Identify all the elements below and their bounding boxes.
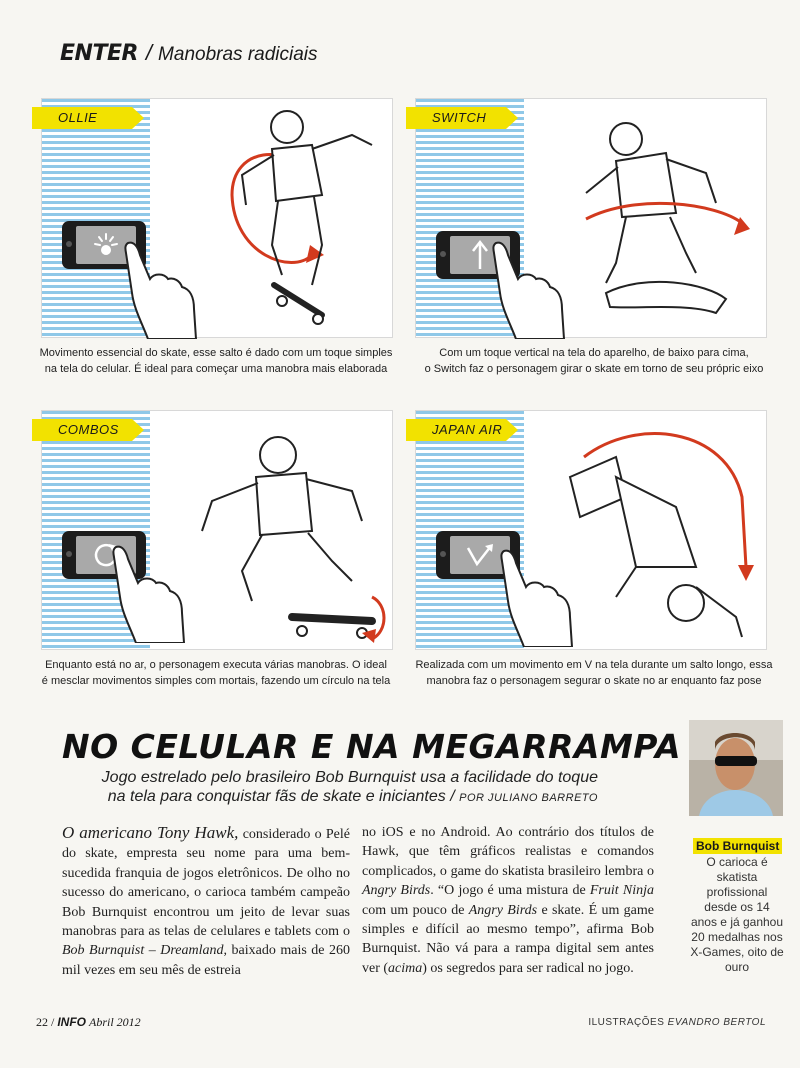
skater-illustration bbox=[556, 417, 766, 647]
deck-line: na tela para conquistar fãs de skate e iniciantes / POR JULIANO BARRETO bbox=[107, 788, 598, 805]
finger-icon bbox=[108, 543, 188, 643]
panel-caption bbox=[414, 345, 774, 377]
body-column-2: no iOS e no Android. Ao contrário dos títulos de Hawk, que têm gráficos realistas e comandos complicados, o game do skatista brasileiro lembra o Angry Birds. “O jogo é uma mistura de Fruit Ninja com um pouco de Angry Birds e skate. É um game simples e difícil ao mesmo tempo”, afirma Bob Burnquist. Não vá para a rampa digital sem antes ver (acima) os segredos para ser radical no jogo. bbox=[362, 825, 654, 976]
v-gesture-icon bbox=[465, 542, 495, 568]
caption-line: Com um toque vertical na tela do aparelho, de baixo para cima, bbox=[439, 347, 749, 359]
caption-line: Enquanto está no ar, o personagem executa várias manobras. O ideal bbox=[45, 659, 387, 671]
skater-illustration bbox=[566, 113, 766, 333]
arrow-up-icon bbox=[470, 239, 490, 271]
panel-ollie bbox=[41, 98, 393, 338]
caption-line: manobra faz o personagem segurar o skate no ar enquanto faz pose bbox=[426, 675, 762, 687]
game-title: Angry Birds bbox=[362, 883, 431, 899]
page-number: 22 bbox=[36, 1015, 48, 1029]
game-title: Bob Burnquist – Dreamland bbox=[62, 943, 224, 959]
byline: POR JULIANO BARRETO bbox=[459, 792, 598, 804]
footer-folio: 22 / INFO Abril 2012 bbox=[36, 1015, 141, 1029]
game-title: Fruit Ninja bbox=[589, 883, 654, 899]
illustration-credit: ILUSTRAÇÕES EVANDRO BERTOL bbox=[588, 1017, 766, 1028]
panel-tag: SWITCH bbox=[406, 107, 506, 129]
skater-illustration bbox=[202, 105, 392, 337]
issue-date: Abril 2012 bbox=[89, 1015, 141, 1029]
panel-combos bbox=[41, 410, 393, 650]
caption-line: o Switch faz o personagem girar o skate em torno de seu própric eixo bbox=[424, 363, 764, 375]
section-divider: / bbox=[145, 40, 153, 65]
game-title: Angry Birds bbox=[468, 902, 538, 918]
panel-switch bbox=[415, 98, 767, 338]
portrait-photo bbox=[689, 720, 783, 816]
body-column-1: O americano Tony Hawk, considerado o Pelé do skate, empresta seu nome para uma bem-sucedida franquia de jogos eletrônicos. De olho no sucesso do americano, o carioca também campeão Bob Burnquist encontrou um jeito de levar suas manobras para as telas de celulares e tablets com o Bob Burnquist – Dreamland, baixado mais de 260 mil vezes em seu mês de estreia bbox=[62, 823, 350, 978]
panel-caption bbox=[36, 345, 396, 377]
panel-tag: OLLIE bbox=[32, 107, 132, 129]
person-icon bbox=[689, 720, 783, 816]
panel-japan-air bbox=[415, 410, 767, 650]
sidebar-bio: O carioca é skatista profissional desde os 14 anos e já ganhou 20 medalhas nos X-Games, oito de ouro bbox=[690, 855, 784, 974]
finger-icon bbox=[488, 239, 568, 339]
tap-icon bbox=[91, 231, 121, 259]
finger-icon bbox=[120, 239, 200, 339]
section-subtitle: Manobras radiciais bbox=[158, 44, 318, 65]
article-headline: NO CELULAR E NA MEGARRAMPA bbox=[62, 727, 681, 766]
sidebar-name: Bob Burnquist bbox=[693, 838, 782, 854]
panel-tag: COMBOS bbox=[32, 419, 132, 441]
article-deck bbox=[88, 768, 598, 808]
caption-line: Realizada com um movimento em V na tela durante um salto longo, essa bbox=[415, 659, 773, 671]
panel-caption bbox=[36, 657, 396, 689]
caption-line: na tela do celular. É ideal para começar uma manobra mais elaborada bbox=[44, 363, 388, 375]
skater-illustration bbox=[182, 421, 390, 647]
section-brand: ENTER bbox=[60, 41, 138, 66]
deck-line: Jogo estrelado pelo brasileiro Bob Burnquist usa a facilidade do toque bbox=[101, 769, 598, 786]
panel-tag: JAPAN AIR bbox=[406, 419, 506, 441]
caption-line: é mesclar movimentos simples com mortais, fazendo um círculo na tela bbox=[41, 675, 391, 687]
section-header bbox=[60, 40, 318, 72]
lead-in: O americano Tony Hawk, bbox=[62, 823, 239, 842]
caption-line: Movimento essencial do skate, esse salto é dado com um toque simples bbox=[39, 347, 393, 359]
magazine-name: INFO bbox=[57, 1015, 87, 1029]
panel-caption bbox=[414, 657, 774, 689]
